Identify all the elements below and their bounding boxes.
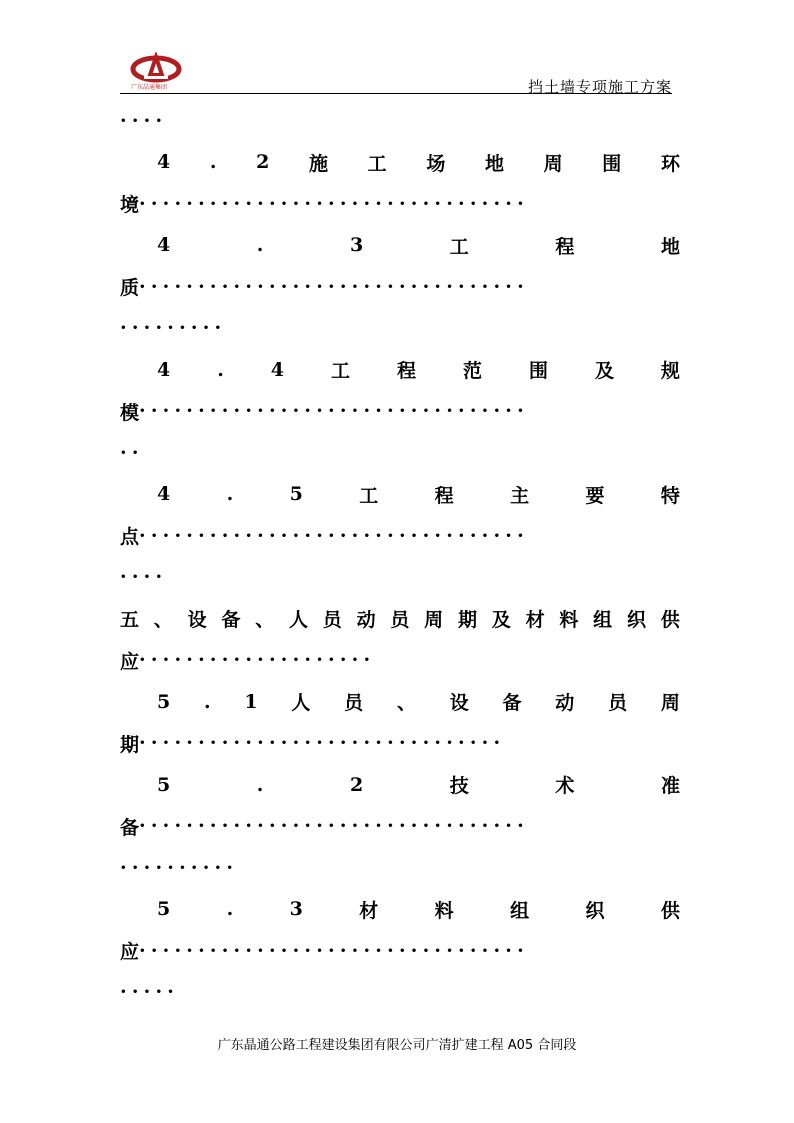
- toc-entry-heading: [120, 225, 680, 267]
- toc-heading-char: 围: [528, 360, 548, 383]
- toc-heading-char: 备: [502, 692, 522, 715]
- toc-heading-char: 4: [157, 358, 171, 381]
- toc-entry-heading: [120, 598, 680, 640]
- toc-heading-char: 场: [426, 152, 446, 175]
- toc-heading-char: 人: [288, 609, 308, 632]
- toc-leader-line: [120, 183, 680, 225]
- toc-heading-char: .: [256, 234, 264, 257]
- toc-heading-char: 及: [491, 609, 511, 632]
- toc-heading-char: .: [217, 358, 224, 381]
- toc-dot-leader: ·································: [139, 192, 529, 215]
- toc-heading-char: 施: [309, 152, 329, 175]
- toc-entry-heading: [120, 681, 680, 723]
- toc-heading-char: 料: [434, 899, 454, 922]
- toc-heading-char: .: [204, 690, 211, 713]
- toc-heading-char: 4: [270, 358, 285, 381]
- toc-heading-char: 程: [555, 235, 575, 258]
- toc-leader-lead-char: 质: [120, 277, 140, 300]
- toc-leader-lead-char: 期: [120, 733, 140, 756]
- toc-heading-char: 3: [349, 234, 364, 257]
- toc-leader-line: [120, 847, 680, 889]
- toc-leader-line: [120, 557, 680, 599]
- toc-heading-char: 期: [457, 609, 477, 632]
- toc-heading-char: 规: [660, 360, 680, 383]
- toc-leader-line: [120, 432, 680, 474]
- toc-dot-leader: ·································: [139, 524, 529, 547]
- toc-dot-leader: ····: [120, 566, 168, 589]
- toc-heading-char: 范: [462, 360, 482, 383]
- page-header: [120, 52, 672, 94]
- toc-heading-char: 员: [344, 692, 364, 715]
- table-of-contents: [120, 100, 680, 1013]
- toc-heading-char: 特: [660, 484, 680, 507]
- page-footer: 广东晶通公路工程建设集团有限公司广清扩建工程 A05 合同段: [217, 1038, 577, 1053]
- toc-heading-char: 设: [187, 609, 207, 632]
- toc-heading-char: 材: [359, 899, 379, 922]
- toc-leader-lead-char: 应: [120, 941, 140, 964]
- toc-leader-line: [120, 806, 680, 848]
- toc-heading-char: .: [209, 151, 217, 174]
- toc-heading-char: 员: [390, 609, 410, 632]
- toc-heading-char: 动: [356, 609, 376, 632]
- toc-dot-leader: ··········: [120, 856, 239, 879]
- company-logo: [130, 52, 182, 92]
- toc-heading-char: 工: [449, 235, 469, 258]
- toc-heading-char: 要: [585, 484, 605, 507]
- toc-heading-char: 备: [221, 609, 241, 632]
- toc-heading-char: 织: [626, 609, 646, 632]
- toc-heading-char: 工: [367, 152, 387, 175]
- toc-heading-char: 5: [157, 690, 171, 713]
- logo-emblem-icon: [130, 52, 182, 84]
- toc-heading-char: 周: [660, 692, 680, 715]
- toc-heading-char: 4: [157, 151, 171, 174]
- toc-heading-char: 供: [660, 609, 680, 632]
- toc-dot-leader: ·································: [139, 939, 529, 962]
- toc-leader-line: [120, 308, 680, 350]
- toc-leader-lead-char: 备: [120, 816, 140, 839]
- toc-heading-char: 组: [593, 609, 613, 632]
- toc-heading-char: 动: [555, 692, 575, 715]
- toc-heading-char: 1: [244, 690, 258, 713]
- toc-heading-char: 组: [510, 899, 530, 922]
- toc-heading-char: 主: [510, 484, 530, 507]
- toc-heading-char: 准: [660, 775, 680, 798]
- toc-leader-line: [120, 100, 680, 142]
- toc-heading-char: 5: [157, 773, 171, 796]
- logo-text: 广东晶通集团: [131, 84, 168, 91]
- toc-leader-line: [120, 972, 680, 1014]
- toc-leader-line: [120, 391, 680, 433]
- toc-leader-line: [120, 930, 680, 972]
- toc-heading-char: 4: [157, 234, 171, 257]
- toc-entry-heading: [120, 474, 680, 516]
- toc-heading-char: 周: [543, 152, 563, 175]
- toc-heading-char: 供: [660, 899, 680, 922]
- toc-heading-char: 5: [157, 898, 171, 921]
- toc-entry-heading: [120, 349, 680, 391]
- toc-heading-char: 人: [291, 692, 311, 715]
- toc-entry-heading: [120, 764, 680, 806]
- toc-heading-char: 周: [424, 609, 444, 632]
- toc-dot-leader: ·····: [120, 981, 180, 1004]
- toc-heading-char: 技: [449, 775, 469, 798]
- toc-heading-char: 3: [289, 898, 303, 921]
- toc-heading-char: 术: [555, 775, 575, 798]
- toc-dot-leader: ····: [120, 109, 168, 132]
- toc-leader-line: [120, 515, 680, 557]
- toc-heading-char: 围: [602, 152, 622, 175]
- toc-heading-char: 2: [256, 151, 270, 174]
- toc-heading-char: 工: [359, 484, 379, 507]
- toc-heading-char: .: [256, 773, 264, 796]
- toc-dot-leader: ·································: [139, 400, 529, 423]
- toc-entry-heading: [120, 889, 680, 931]
- toc-dot-leader: ·········: [120, 317, 227, 340]
- toc-heading-char: 4: [157, 483, 171, 506]
- toc-leader-lead-char: 境: [120, 194, 140, 217]
- toc-heading-char: 及: [594, 360, 614, 383]
- toc-dot-leader: ·································: [139, 815, 529, 838]
- toc-heading-char: 程: [434, 484, 454, 507]
- toc-dot-leader: ··: [120, 441, 144, 464]
- toc-heading-char: 工: [331, 360, 351, 383]
- toc-heading-char: 员: [322, 609, 342, 632]
- toc-heading-char: 设: [449, 692, 469, 715]
- toc-dot-leader: ·································: [139, 275, 529, 298]
- toc-leader-line: [120, 266, 680, 308]
- toc-leader-lead-char: 模: [120, 401, 140, 424]
- toc-heading-char: 程: [396, 360, 416, 383]
- toc-heading-char: 、: [255, 609, 275, 632]
- toc-heading-char: 织: [585, 899, 605, 922]
- toc-leader-line: [120, 723, 680, 765]
- toc-heading-char: 地: [660, 235, 680, 258]
- toc-leader-lead-char: 应: [120, 650, 140, 673]
- toc-dot-leader: ·······························: [139, 732, 506, 755]
- toc-heading-char: .: [226, 483, 234, 506]
- toc-leader-lead-char: 点: [120, 526, 140, 549]
- toc-heading-char: 地: [484, 152, 504, 175]
- toc-heading-char: 2: [349, 773, 364, 796]
- toc-heading-char: 五: [120, 609, 140, 632]
- toc-heading-char: 、: [396, 692, 416, 715]
- document-title: 挡土墙专项施工方案: [527, 78, 672, 96]
- header-divider: [120, 93, 672, 94]
- toc-heading-char: 材: [525, 609, 545, 632]
- toc-heading-char: 员: [608, 692, 628, 715]
- toc-heading-char: 、: [153, 609, 173, 632]
- toc-entry-heading: [120, 142, 680, 184]
- toc-heading-char: 料: [559, 609, 579, 632]
- toc-leader-line: [120, 640, 680, 682]
- toc-dot-leader: ····················: [139, 649, 376, 672]
- toc-heading-char: 5: [289, 483, 303, 506]
- toc-heading-char: .: [226, 898, 234, 921]
- toc-heading-char: 环: [660, 152, 680, 175]
